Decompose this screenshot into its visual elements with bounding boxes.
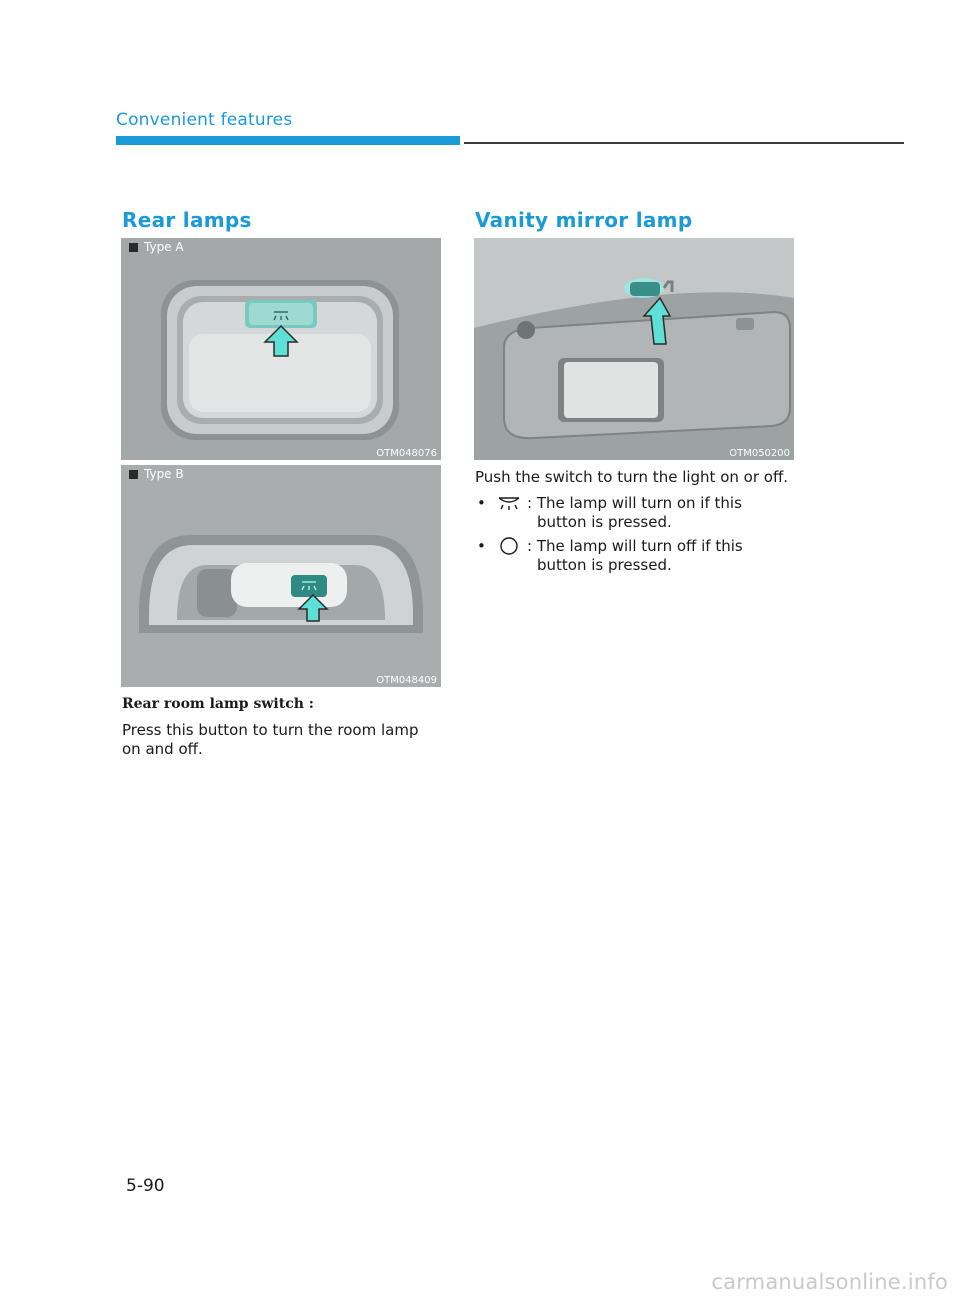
type-b-label: Type B bbox=[144, 467, 184, 481]
lamp-off-icon bbox=[497, 537, 521, 560]
switch-desc-line-2: on and off. bbox=[122, 740, 203, 758]
bullet-off-line-1: : The lamp will turn off if this bbox=[527, 537, 743, 555]
switch-description bbox=[122, 721, 452, 759]
switch-desc-line-1: Press this button to turn the room lamp bbox=[122, 721, 419, 739]
watermark: carmanualsonline.info bbox=[711, 1270, 948, 1294]
bullet-dot: • bbox=[477, 494, 486, 512]
vanity-intro: Push the switch to turn the light on or off. bbox=[475, 468, 789, 486]
rear-lamp-type-a-illustration bbox=[121, 238, 441, 460]
lamp-on-icon bbox=[497, 494, 521, 517]
page-number: 5-90 bbox=[126, 1176, 165, 1196]
section-label: Convenient features bbox=[116, 110, 293, 130]
bullet-dot: • bbox=[477, 537, 486, 555]
bullet-on-line-2: button is pressed. bbox=[537, 513, 672, 531]
type-marker-icon bbox=[129, 243, 138, 252]
figure-vanity bbox=[474, 238, 794, 460]
vanity-mirror-illustration bbox=[474, 238, 794, 460]
type-a-label: Type A bbox=[144, 240, 184, 254]
switch-title: Rear room lamp switch : bbox=[122, 696, 314, 712]
vanity-heading: Vanity mirror lamp bbox=[475, 208, 693, 232]
figure-code-a: OTM048076 bbox=[376, 448, 437, 459]
figure-code-vanity: OTM050200 bbox=[729, 448, 790, 459]
bullet-on-line-1: : The lamp will turn on if this bbox=[527, 494, 742, 512]
rear-lamps-heading: Rear lamps bbox=[122, 208, 252, 232]
figure-type-a bbox=[121, 238, 441, 460]
header-rule-accent bbox=[116, 136, 460, 145]
list-item bbox=[477, 537, 797, 577]
header-rule bbox=[464, 142, 904, 144]
type-marker-icon bbox=[129, 470, 138, 479]
rear-lamp-type-b-illustration bbox=[121, 465, 441, 687]
figure-code-b: OTM048409 bbox=[376, 675, 437, 686]
bullet-off-line-2: button is pressed. bbox=[537, 556, 672, 574]
list-item bbox=[477, 494, 797, 534]
figure-type-b bbox=[121, 465, 441, 687]
